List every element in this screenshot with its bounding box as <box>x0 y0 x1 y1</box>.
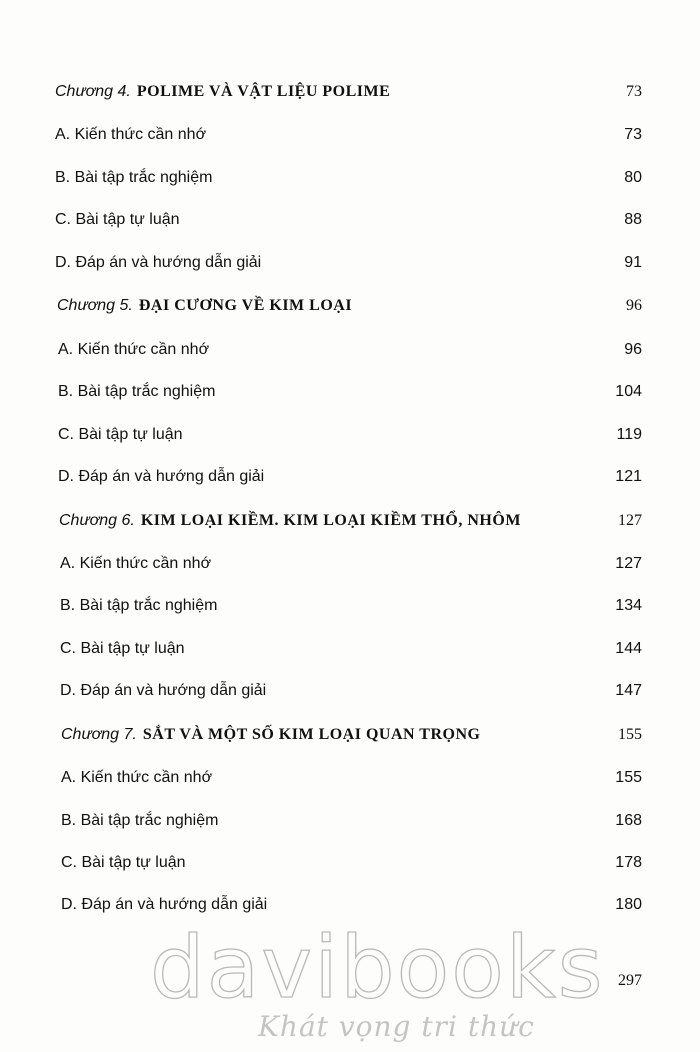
publisher-slogan: Khát vọng tri thức <box>258 1010 535 1043</box>
section-page-number: 155 <box>615 769 642 786</box>
section-label: C. Bài tập tự luận <box>60 640 185 657</box>
section-page-number: 88 <box>624 211 642 228</box>
toc-section-row <box>0 420 700 450</box>
section-page-number: 91 <box>624 254 642 271</box>
toc-section-row <box>0 120 700 150</box>
toc-chapter-row <box>0 77 700 107</box>
publisher-watermark: davibooks <box>150 918 605 1018</box>
toc-chapter-row <box>0 291 700 321</box>
section-label: B. Bài tập trắc nghiệm <box>55 169 213 186</box>
toc-section-row <box>0 676 700 706</box>
chapter-number: Chương 6. <box>59 512 135 529</box>
section-page-number: 80 <box>624 169 642 186</box>
toc-chapter-row <box>0 720 700 750</box>
section-page-number: 134 <box>615 597 642 614</box>
section-label: A. Kiến thức cần nhớ <box>55 126 207 143</box>
section-label: C. Bài tập tự luận <box>61 854 186 871</box>
toc-section-row <box>0 462 700 492</box>
chapter-title: POLIME VÀ VẬT LIỆU POLIME <box>136 83 391 100</box>
toc-section-row <box>0 248 700 278</box>
chapter-page-number: 96 <box>626 297 642 314</box>
section-page-number: 180 <box>615 896 642 913</box>
chapter-number: Chương 7. <box>61 726 137 743</box>
toc-section-row <box>0 848 700 878</box>
section-page-number: 119 <box>616 426 642 443</box>
chapter-heading <box>59 512 521 530</box>
toc-section-row <box>0 335 700 365</box>
section-label: C. Bài tập tự luận <box>55 211 180 228</box>
section-label: B. Bài tập trắc nghiệm <box>58 383 216 400</box>
section-label: B. Bài tập trắc nghiệm <box>61 812 219 829</box>
chapter-heading <box>61 726 480 744</box>
chapter-title: ĐẠI CƯƠNG VỀ KIM LOẠI <box>138 297 353 314</box>
toc-section-row <box>0 205 700 235</box>
toc-section-row <box>0 763 700 793</box>
section-page-number: 73 <box>624 126 642 143</box>
section-label: D. Đáp án và hướng dẫn giải <box>60 682 267 699</box>
toc-section-row <box>0 377 700 407</box>
toc-section-row <box>0 163 700 193</box>
section-label: D. Đáp án và hướng dẫn giải <box>58 468 265 485</box>
toc-section-row <box>0 549 700 579</box>
chapter-title: SẮT VÀ MỘT SỐ KIM LOẠI QUAN TRỌNG <box>142 726 481 743</box>
chapter-title: KIM LOẠI KIỀM. KIM LOẠI KIỀM THỔ, NHÔM <box>140 512 521 529</box>
section-page-number: 144 <box>615 640 642 657</box>
section-page-number: 147 <box>615 682 642 699</box>
section-label: A. Kiến thức cần nhớ <box>60 555 212 572</box>
toc-section-row <box>0 634 700 664</box>
chapter-number: Chương 5. <box>57 297 133 314</box>
section-page-number: 121 <box>615 468 642 485</box>
chapter-page-number: 73 <box>626 83 642 100</box>
toc-section-row <box>0 890 700 920</box>
chapter-heading <box>57 297 352 315</box>
toc-section-row <box>0 591 700 621</box>
section-page-number: 104 <box>615 383 642 400</box>
section-label: A. Kiến thức cần nhớ <box>58 341 210 358</box>
section-page-number: 96 <box>624 341 642 358</box>
section-label: B. Bài tập trắc nghiệm <box>60 597 218 614</box>
page-number: 297 <box>618 972 642 989</box>
section-page-number: 168 <box>615 812 642 829</box>
chapter-heading <box>55 83 390 101</box>
toc-chapter-row <box>0 506 700 536</box>
section-label: D. Đáp án và hướng dẫn giải <box>55 254 262 271</box>
toc-section-row <box>0 806 700 836</box>
section-page-number: 178 <box>615 854 642 871</box>
chapter-number: Chương 4. <box>55 83 131 100</box>
section-label: A. Kiến thức cần nhớ <box>61 769 213 786</box>
section-label: D. Đáp án và hướng dẫn giải <box>61 896 268 913</box>
chapter-page-number: 155 <box>618 726 642 743</box>
section-label: C. Bài tập tự luận <box>58 426 183 443</box>
chapter-page-number: 127 <box>618 512 642 529</box>
section-page-number: 127 <box>615 555 642 572</box>
